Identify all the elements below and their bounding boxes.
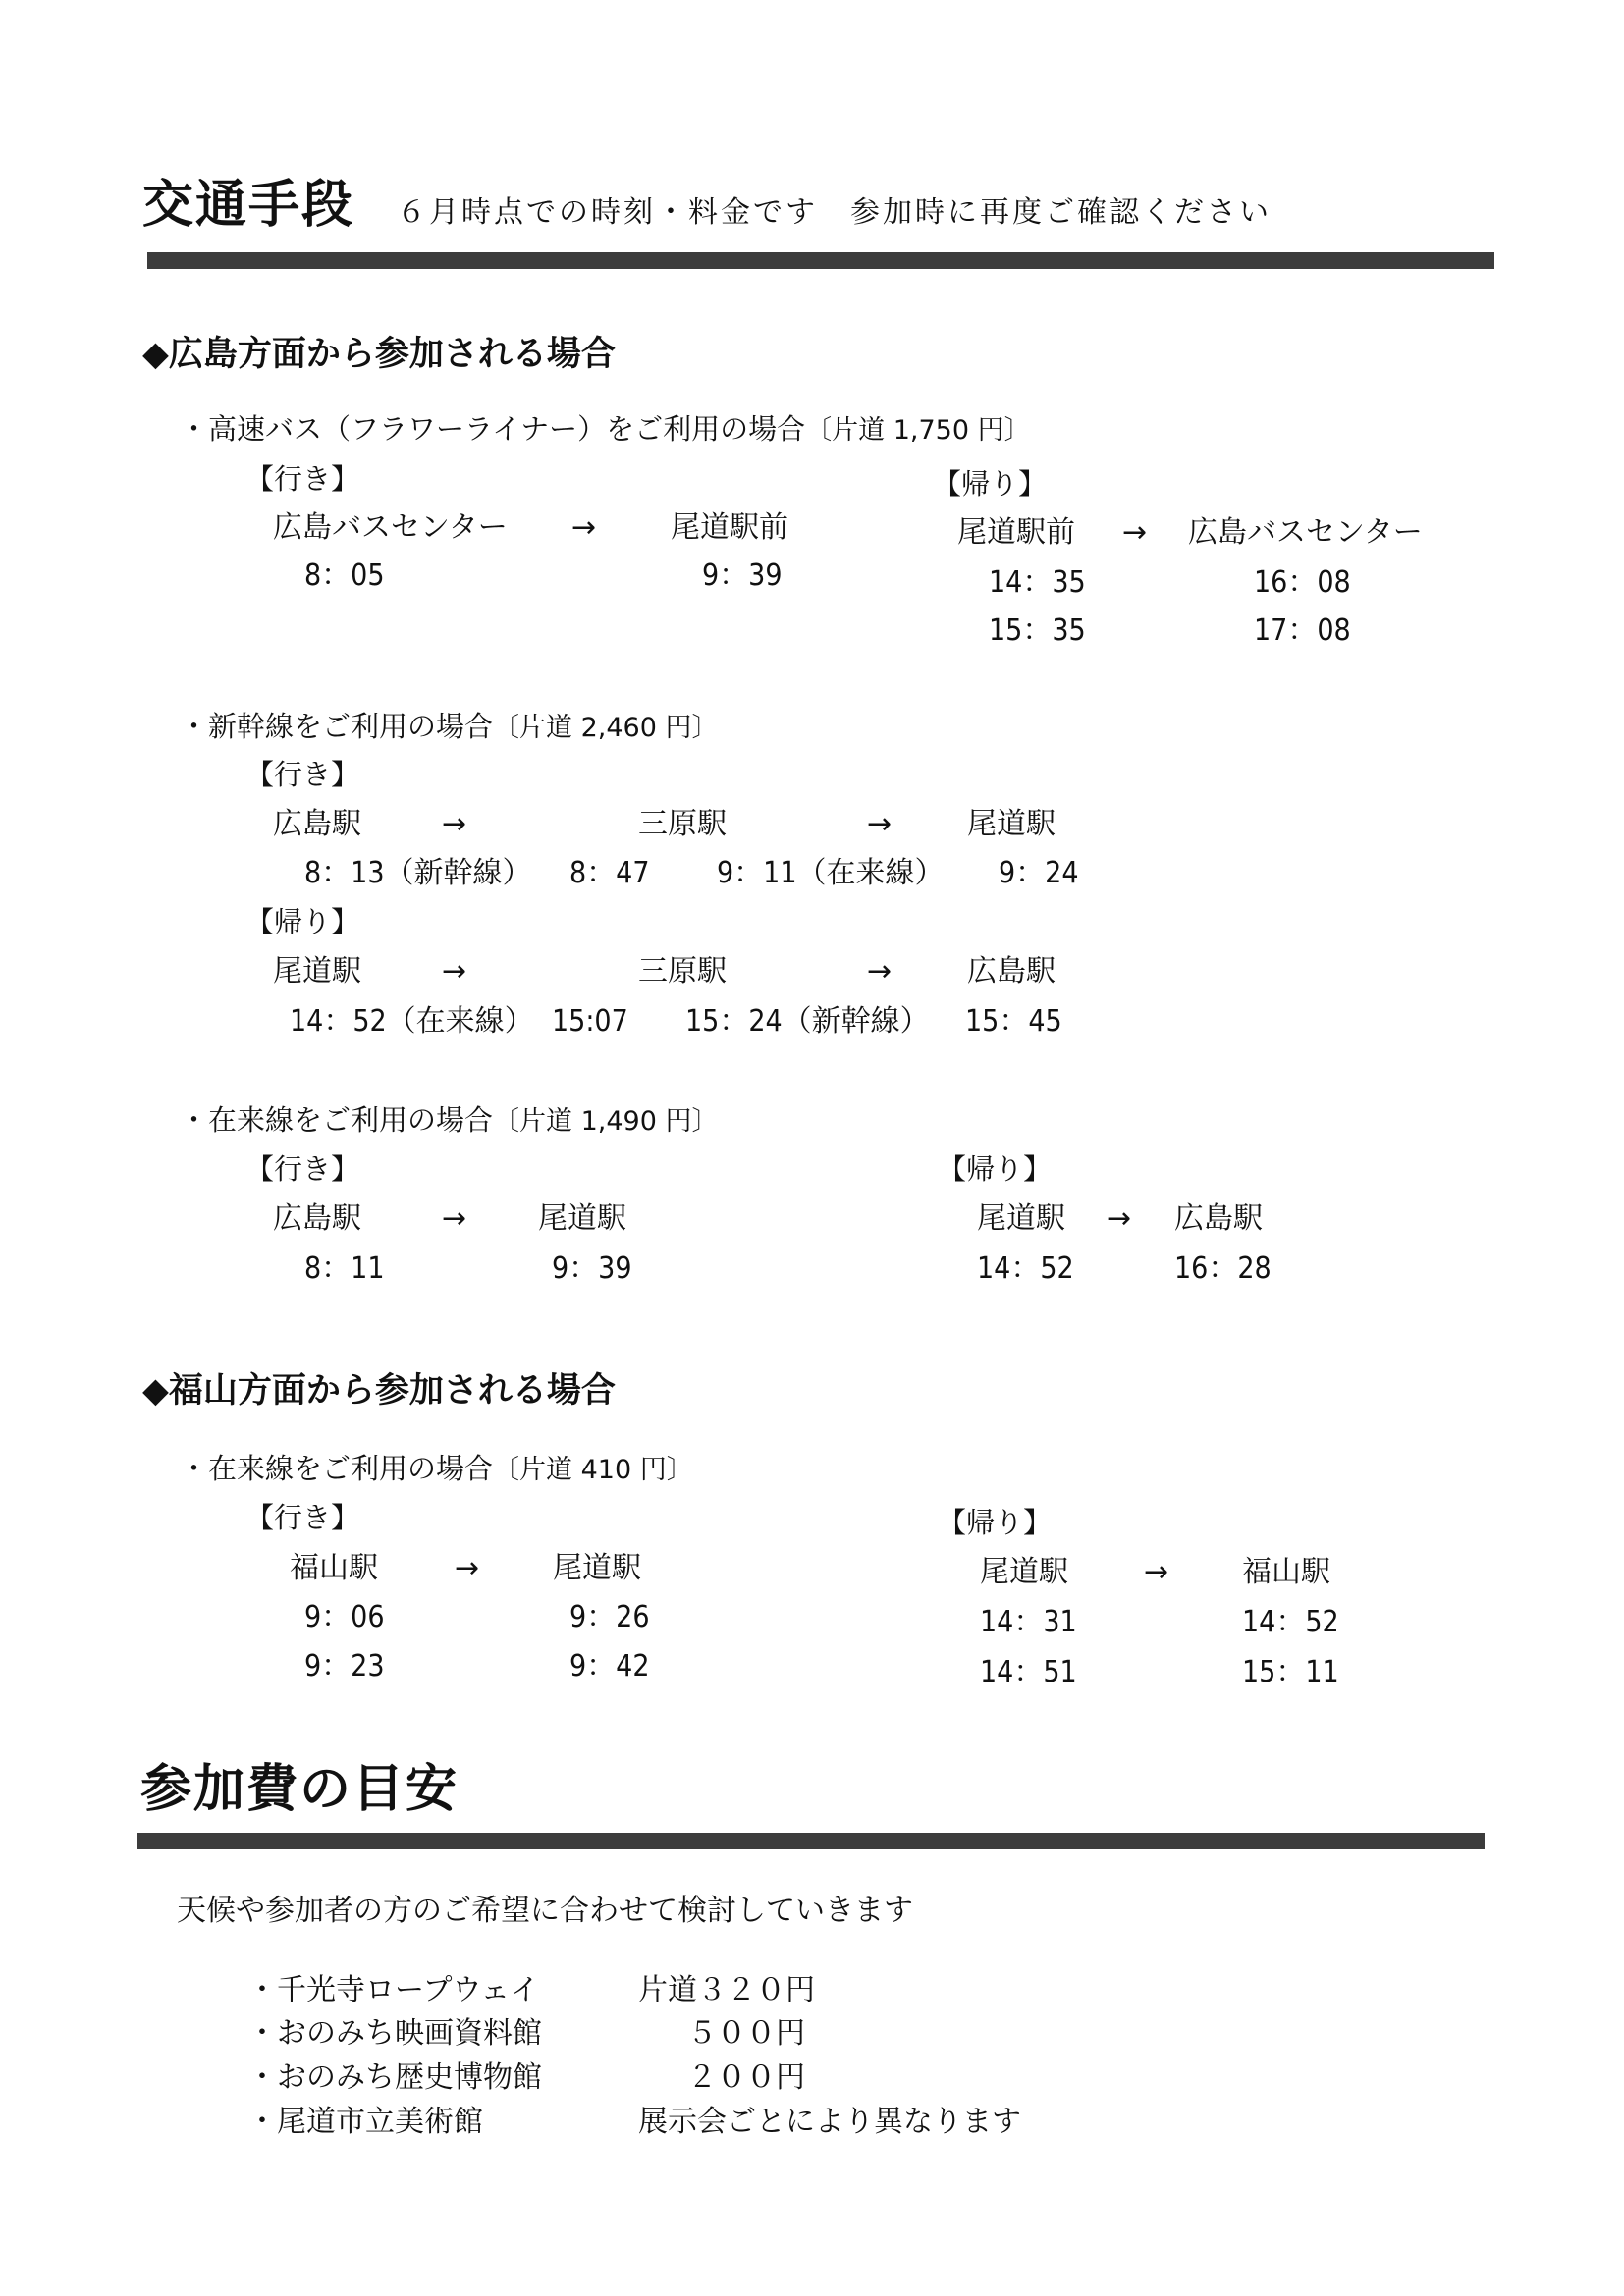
fukuyama-out-arr-1: 9：26 bbox=[569, 1600, 650, 1634]
fukuyama-out-from: 福山駅 bbox=[290, 1551, 378, 1585]
shinkansen-out-t1: 8：13（新幹線） bbox=[304, 856, 532, 890]
shinkansen-label: ・新幹線をご利用の場合〔片道 2,460 円〕 bbox=[180, 710, 719, 743]
fukuyama-ret-to: 福山駅 bbox=[1242, 1555, 1330, 1589]
shinkansen-ret-t4: 15：45 bbox=[965, 1004, 1062, 1039]
bus-ret-to: 広島バスセンター bbox=[1188, 515, 1423, 550]
hiroshima-local-ret-label: 【帰り】 bbox=[938, 1152, 1053, 1186]
shinkansen-out-arrow-1: → bbox=[442, 807, 467, 841]
fees-title: 参加費の目安 bbox=[140, 1760, 460, 1819]
fukuyama-ret-dep-2: 14：51 bbox=[980, 1655, 1077, 1689]
fee-item-price-3: ２００円 bbox=[687, 2060, 805, 2095]
hiroshima-local-out-arrow: → bbox=[442, 1201, 467, 1236]
shinkansen-out-s2: 三原駅 bbox=[638, 807, 727, 841]
shinkansen-ret-t1: 14：52（在来線） bbox=[290, 1004, 534, 1039]
hiroshima-local-ret-arrow: → bbox=[1107, 1201, 1132, 1236]
shinkansen-ret-s3: 広島駅 bbox=[967, 954, 1056, 988]
bus-ret-from: 尾道駅前 bbox=[957, 515, 1075, 550]
hiroshima-local-ret-dep: 14：52 bbox=[977, 1252, 1074, 1286]
shinkansen-fare: 〔片道 2,460 円〕 bbox=[493, 713, 719, 743]
bus-ret-label: 【帰り】 bbox=[933, 467, 1048, 501]
shinkansen-out-t2: 8：47 bbox=[569, 856, 650, 890]
fukuyama-ret-dep-1: 14：31 bbox=[980, 1605, 1077, 1639]
fukuyama-heading: ◆福山方面から参加される場合 bbox=[142, 1371, 616, 1411]
fukuyama-out-label: 【行き】 bbox=[245, 1501, 360, 1534]
hiroshima-local-out-label: 【行き】 bbox=[245, 1152, 360, 1186]
bus-ret-arr-1: 16：08 bbox=[1254, 565, 1351, 600]
bus-ret-arr-2: 17：08 bbox=[1254, 614, 1351, 648]
transport-note: ６月時点での時刻・料金です 参加時に再度ご確認ください bbox=[397, 195, 1272, 230]
fee-item-name-4: ・尾道市立美術館 bbox=[247, 2105, 483, 2139]
hiroshima-local-ret-to: 広島駅 bbox=[1174, 1201, 1263, 1236]
bus-ret-dep-2: 15：35 bbox=[989, 614, 1086, 648]
transport-title: 交通手段 bbox=[142, 176, 355, 235]
fukuyama-out-arr-2: 9：42 bbox=[569, 1649, 650, 1683]
bus-fare: 〔片道 1,750 円〕 bbox=[805, 415, 1031, 446]
shinkansen-out-arrow-2: → bbox=[867, 807, 893, 841]
hiroshima-local-fare: 〔片道 1,490 円〕 bbox=[493, 1106, 719, 1137]
bus-out-arrow: → bbox=[571, 510, 597, 545]
transport-rule bbox=[147, 252, 1494, 269]
fee-item-name-3: ・おのみち歴史博物館 bbox=[247, 2060, 542, 2095]
shinkansen-ret-t2: 15:07 bbox=[552, 1004, 628, 1039]
fee-item-name-2: ・おのみち映画資料館 bbox=[247, 2016, 542, 2051]
shinkansen-out-label: 【行き】 bbox=[245, 758, 360, 791]
fukuyama-out-arrow: → bbox=[455, 1551, 480, 1585]
fukuyama-ret-from: 尾道駅 bbox=[980, 1555, 1068, 1589]
bus-out-to: 尾道駅前 bbox=[671, 510, 788, 545]
bus-ret-dep-1: 14：35 bbox=[989, 565, 1086, 600]
shinkansen-ret-label: 【帰り】 bbox=[245, 905, 360, 938]
shinkansen-out-s3: 尾道駅 bbox=[967, 807, 1056, 841]
hiroshima-local-out-from: 広島駅 bbox=[273, 1201, 361, 1236]
shinkansen-out-s1: 広島駅 bbox=[273, 807, 361, 841]
bus-out-label: 【行き】 bbox=[245, 462, 360, 496]
fee-item-price-2: ５００円 bbox=[687, 2016, 805, 2051]
fukuyama-ret-arr-1: 14：52 bbox=[1242, 1605, 1339, 1639]
hiroshima-local-ret-arr: 16：28 bbox=[1174, 1252, 1272, 1286]
bus-out-dep: 8：05 bbox=[304, 559, 385, 593]
shinkansen-ret-arrow-1: → bbox=[442, 954, 467, 988]
shinkansen-ret-s2: 三原駅 bbox=[638, 954, 727, 988]
hiroshima-local-out-arr: 9：39 bbox=[552, 1252, 632, 1286]
bus-ret-arrow: → bbox=[1122, 515, 1148, 550]
hiroshima-local-label: ・在来線をご利用の場合〔片道 1,490 円〕 bbox=[180, 1103, 719, 1137]
fee-item-name-1: ・千光寺ロープウェイ bbox=[247, 1973, 540, 2007]
fee-item-price-4: 展示会ごとにより異なります bbox=[638, 2105, 1021, 2139]
hiroshima-heading: ◆広島方面から参加される場合 bbox=[142, 335, 616, 374]
fukuyama-ret-arr-2: 15：11 bbox=[1242, 1655, 1339, 1689]
hiroshima-local-out-to: 尾道駅 bbox=[538, 1201, 626, 1236]
hiroshima-local-ret-from: 尾道駅 bbox=[977, 1201, 1065, 1236]
shinkansen-ret-s1: 尾道駅 bbox=[273, 954, 361, 988]
fukuyama-local-fare: 〔片道 410 円〕 bbox=[493, 1455, 693, 1485]
bus-out-arr: 9：39 bbox=[702, 559, 783, 593]
fukuyama-out-dep-2: 9：23 bbox=[304, 1649, 385, 1683]
fee-item-price-1: 片道３２０円 bbox=[638, 1973, 815, 2007]
bus-out-from: 広島バスセンター bbox=[273, 510, 508, 545]
bus-label: ・高速バス（フラワーライナー）をご利用の場合〔片道 1,750 円〕 bbox=[180, 412, 1031, 446]
fees-intro: 天候や参加者の方のご希望に合わせて検討していきます bbox=[177, 1894, 913, 1928]
fukuyama-ret-arrow: → bbox=[1144, 1555, 1169, 1589]
shinkansen-out-t4: 9：24 bbox=[999, 856, 1079, 890]
fukuyama-out-dep-1: 9：06 bbox=[304, 1600, 385, 1634]
fukuyama-out-to: 尾道駅 bbox=[553, 1551, 641, 1585]
fukuyama-ret-label: 【帰り】 bbox=[938, 1506, 1053, 1539]
hiroshima-local-out-dep: 8：11 bbox=[304, 1252, 385, 1286]
shinkansen-ret-arrow-2: → bbox=[867, 954, 893, 988]
fees-rule bbox=[137, 1833, 1485, 1849]
fukuyama-local-label: ・在来線をご利用の場合〔片道 410 円〕 bbox=[180, 1452, 693, 1485]
shinkansen-ret-t3: 15：24（新幹線） bbox=[685, 1004, 930, 1039]
shinkansen-out-t3: 9：11（在来線） bbox=[717, 856, 945, 890]
